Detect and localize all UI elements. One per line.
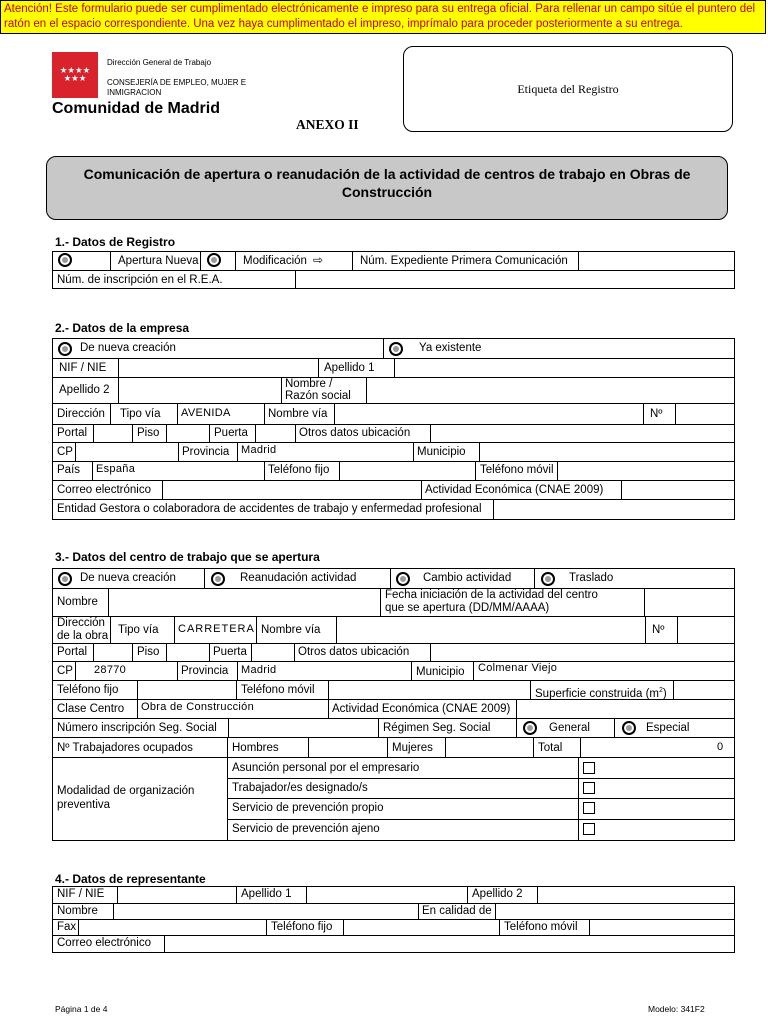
modalidad-label: Modalidad de organización <box>57 785 195 797</box>
centro-tmovil-label: Teléfono móvil <box>241 684 315 696</box>
centro-cp-label: CP <box>57 665 73 677</box>
centro-direccion-label2: de la obra <box>57 630 109 642</box>
regimen-general-label: General <box>549 722 590 734</box>
empresa-piso-label: Piso <box>137 427 160 439</box>
centro-tfijo-label: Teléfono fijo <box>57 684 119 696</box>
empresa-apellido1-input[interactable] <box>396 360 733 376</box>
centro-piso-label: Piso <box>137 646 160 658</box>
stars-icon: ★★★★ ★★★ <box>59 65 91 83</box>
centro-direccion-label: Dirección <box>57 617 105 629</box>
repr-correo-input[interactable] <box>166 937 733 951</box>
centro-mujeres-label: Mujeres <box>392 742 433 754</box>
centro-nombre-input[interactable] <box>110 590 378 614</box>
repr-apellido1-label: Apellido 1 <box>241 888 292 900</box>
centro-traslado-label: Traslado <box>569 572 614 584</box>
empresa-cnae-input[interactable] <box>623 482 733 498</box>
empresa-portal-label: Portal <box>57 427 88 439</box>
section2-title: 2.- Datos de la empresa <box>55 321 190 335</box>
section4-title: 4.- Datos de representante <box>55 872 206 886</box>
centro-provincia-label: Provincia <box>181 665 229 677</box>
repr-nombre-label: Nombre <box>57 905 98 917</box>
centro-superficie-text: Superficie construida (m <box>535 687 659 700</box>
centro-puerta-label: Puerta <box>213 646 247 658</box>
empresa-apellido1-label: Apellido 1 <box>324 362 375 374</box>
empresa-tmovil-label: Teléfono móvil <box>480 464 554 476</box>
repr-nif-label: NIF / NIE <box>57 888 105 900</box>
centro-tfijo-input[interactable] <box>139 682 234 698</box>
repr-tmovil-label: Teléfono móvil <box>504 921 578 933</box>
centro-numss-input[interactable] <box>230 720 376 736</box>
empresa-provincia-select[interactable]: Madrid <box>241 444 277 456</box>
centro-cnae-label: Actividad Económica (CNAE 2009) <box>332 703 511 715</box>
repr-tfijo-input[interactable] <box>345 921 497 934</box>
empresa-provincia-label: Provincia <box>182 446 230 458</box>
centro-municipio-label: Municipio <box>416 666 465 678</box>
centro-hombres-label: Hombres <box>232 742 279 754</box>
centro-num-label: Nº <box>652 624 665 636</box>
centro-reanudacion-radio[interactable] <box>211 572 225 586</box>
empresa-existente-radio[interactable] <box>389 342 403 356</box>
empresa-num-input[interactable] <box>677 405 733 423</box>
anexo-label: ANEXO II <box>296 117 359 132</box>
empresa-nif-label: NIF / NIE <box>59 362 107 374</box>
centro-nueva-label: De nueva creación <box>80 572 176 584</box>
centro-regimen-label: Régimen Seg. Social <box>383 722 491 734</box>
etiqueta-registro-box <box>403 46 733 132</box>
centro-cambio-label: Cambio actividad <box>423 572 512 584</box>
empresa-correo-input[interactable] <box>164 482 419 498</box>
repr-calidad-input[interactable] <box>497 905 733 918</box>
centro-nombre-label: Nombre <box>57 596 98 608</box>
empresa-nueva-radio[interactable] <box>58 342 72 356</box>
modalidad-ajeno-checkbox[interactable] <box>583 823 595 835</box>
repr-correo-label: Correo electrónico <box>57 937 151 949</box>
comunidad-madrid-logo <box>52 52 98 98</box>
page-number: Página 1 de 4 <box>55 1004 108 1014</box>
empresa-nueva-label: De nueva creación <box>80 342 176 354</box>
centro-tipovia-select[interactable]: CARRETERA <box>178 623 255 635</box>
empresa-apellido2-label: Apellido 2 <box>59 384 110 396</box>
empresa-otros-input[interactable] <box>432 426 733 441</box>
modalidad-designados-label: Trabajador/es designado/s <box>232 782 368 794</box>
alert-banner <box>0 0 766 34</box>
alert-text: Atención! Este formulario puede ser cumplimentado electrónicamente e impreso para su entrega oficial. Para rellenar un campo sitúe el puntero del ratón en el espacio correspondiente. Una vez haya cumplimentado el impreso, imprímalo para proceder posteriormente a su entrega. <box>4 3 756 30</box>
centro-superficie-sup: 2 <box>659 687 663 694</box>
centro-cambio-radio[interactable] <box>396 572 410 586</box>
centro-hombres-input[interactable] <box>310 739 385 755</box>
form-title: Comunicación de apertura o reanudación de la actividad de centros de trabajo en Obras de Construcción <box>46 156 728 220</box>
empresa-municipio-label: Municipio <box>417 446 466 458</box>
consejeria-label: CONSEJERÍA DE EMPLEO, MUJER E INMIGRACION <box>107 78 247 97</box>
empresa-existente-label: Ya existente <box>419 342 482 354</box>
regimen-especial-radio[interactable] <box>622 721 636 735</box>
centro-portal-label: Portal <box>57 646 88 658</box>
empresa-pais-select[interactable]: España <box>96 463 136 475</box>
centro-numss-label: Número inscripción Seg. Social <box>57 722 217 734</box>
centro-num-input[interactable] <box>679 618 733 641</box>
empresa-razon-label: Razón social <box>285 390 351 402</box>
empresa-nombre-input[interactable] <box>368 379 733 401</box>
centro-otros-label: Otros datos ubicación <box>298 646 410 658</box>
centro-nombrevia-input[interactable] <box>338 618 643 641</box>
centro-cp-input[interactable]: 28770 <box>94 664 127 676</box>
repr-tfijo-label: Teléfono fijo <box>271 921 333 933</box>
modalidad-empresario-checkbox[interactable] <box>583 762 595 774</box>
centro-provincia-select[interactable]: Madrid <box>241 664 277 676</box>
modalidad-propio-label: Servicio de prevención propio <box>232 802 384 814</box>
modalidad-ajeno-label: Servicio de prevención ajeno <box>232 823 380 835</box>
centro-total-value: 0 <box>717 741 724 753</box>
empresa-tipovia-label: Tipo vía <box>120 408 161 420</box>
etiqueta-label: Etiqueta del Registro <box>517 81 619 96</box>
centro-reanudacion-label: Reanudación actividad <box>240 572 357 584</box>
modalidad-designados-checkbox[interactable] <box>583 782 595 794</box>
regimen-general-radio[interactable] <box>523 721 537 735</box>
repr-fax-input[interactable] <box>80 921 264 934</box>
rea-label: Núm. de inscripción en el R.E.A. <box>57 274 223 286</box>
apertura-nueva-label: Apertura Nueva <box>118 255 199 267</box>
empresa-nombrevia-input[interactable] <box>336 405 641 423</box>
empresa-nombre-label: Nombre / <box>285 378 333 390</box>
centro-tipovia-label: Tipo vía <box>118 624 159 636</box>
centro-nombrevia-label: Nombre vía <box>261 624 321 636</box>
modalidad-propio-checkbox[interactable] <box>583 802 595 814</box>
modalidad-label2: preventiva <box>57 799 111 811</box>
empresa-otros-label: Otros datos ubicación <box>299 427 411 439</box>
centro-superficie-label: Superficie construida $(m^2)$ <box>535 687 667 700</box>
modalidad-empresario-label: Asunción personal por el empresario <box>232 762 420 774</box>
repr-fax-label: Fax <box>57 921 77 933</box>
empresa-direccion-label: Dirección <box>57 408 105 420</box>
repr-calidad-label: En calidad de <box>422 905 492 917</box>
apertura-nueva-radio[interactable] <box>58 253 72 267</box>
empresa-municipio-input[interactable] <box>481 444 733 460</box>
empresa-correo-label: Correo electrónico <box>57 484 151 496</box>
regimen-especial-label: Especial <box>646 722 690 734</box>
centro-trab-label: Nº Trabajadores ocupados <box>57 742 193 754</box>
empresa-puerta-label: Puerta <box>214 427 248 439</box>
section3-title: 3.- Datos del centro de trabajo que se apertura <box>55 550 320 564</box>
empresa-num-label: Nº <box>650 408 663 420</box>
empresa-tmovil-input[interactable] <box>559 463 733 479</box>
centro-fecha-input[interactable] <box>646 590 733 614</box>
empresa-cp-label: CP <box>57 446 73 458</box>
arrow-right-icon: ⇨ <box>313 253 324 267</box>
repr-tmovil-input[interactable] <box>591 921 733 934</box>
expediente-label: Núm. Expediente Primera Comunicación <box>360 255 568 267</box>
empresa-tfijo-label: Teléfono fijo <box>268 464 330 476</box>
empresa-nif-input[interactable] <box>120 360 316 376</box>
centro-total-label: Total <box>538 742 563 754</box>
expediente-input[interactable] <box>580 253 733 269</box>
empresa-entidad-input[interactable] <box>495 501 733 518</box>
centro-clase-select[interactable]: Obra de Construcción <box>141 701 254 713</box>
repr-nif-input[interactable] <box>119 888 234 902</box>
section1-title: 1.- Datos de Registro <box>55 235 176 249</box>
centro-tmovil-input[interactable] <box>330 682 528 698</box>
centro-otros-input[interactable] <box>432 645 733 660</box>
empresa-nombrevia-label: Nombre vía <box>268 408 328 420</box>
dg-label: Dirección General de Trabajo <box>107 58 212 67</box>
repr-apellido2-input[interactable] <box>539 888 733 902</box>
empresa-pais-label: País <box>57 464 81 476</box>
centro-municipio-input[interactable]: Colmenar Viejo <box>478 662 558 674</box>
centro-fecha-label2: que se apertura (DD/MM/AAAA) <box>385 602 550 614</box>
repr-apellido1-input[interactable] <box>308 888 465 902</box>
centro-nueva-radio[interactable] <box>58 572 72 586</box>
centro-fecha-label: Fecha iniciación de la actividad del centro <box>385 589 598 601</box>
centro-mujeres-input[interactable] <box>447 739 531 755</box>
empresa-apellido2-input[interactable] <box>120 379 279 401</box>
comunidad-title: Comunidad de Madrid <box>52 100 220 117</box>
modelo-label: Modelo: 341F2 <box>648 1004 705 1014</box>
empresa-entidad-label: Entidad Gestora o colaboradora de accidentes de trabajo y enfermedad profesional <box>57 503 482 515</box>
modificacion-radio[interactable] <box>207 253 221 267</box>
empresa-tipovia-select[interactable]: AVENIDA <box>181 407 231 419</box>
repr-nombre-input[interactable] <box>115 905 416 918</box>
centro-traslado-radio[interactable] <box>541 572 555 586</box>
centro-cnae-input[interactable] <box>518 701 733 717</box>
repr-apellido2-label: Apellido 2 <box>472 888 523 900</box>
modificacion-label: Modificación <box>243 255 307 267</box>
centro-superficie-input[interactable] <box>675 682 733 698</box>
rea-input[interactable] <box>297 272 733 288</box>
empresa-cnae-label: Actividad Económica (CNAE 2009) <box>425 484 604 496</box>
centro-clase-label: Clase Centro <box>57 703 125 715</box>
